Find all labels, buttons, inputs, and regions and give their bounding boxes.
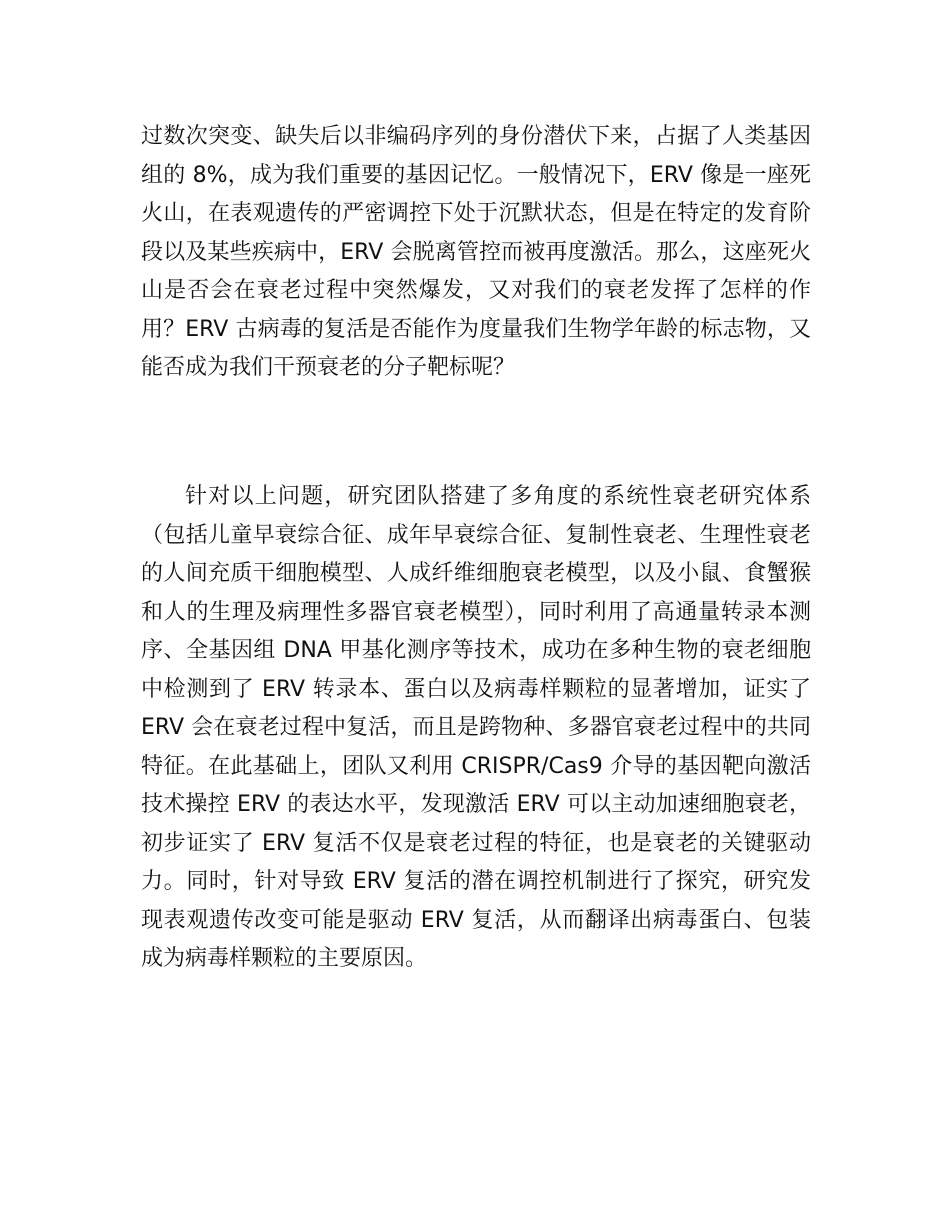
paragraph-erv-intro: 过数次突变、缺失后以非编码序列的身份潜伏下来，占据了人类基因组的 8%，成为我们重要的基因记忆。一般情况下，ERV 像是一座死火山，在表观遗传的严密调控下处于沉默状态，但是在特定的发育阶段以及某些疾病中，ERV 会脱离管控而被再度激活。那么，这座死火山是否会在衰老过程中突然爆发，又对我们的衰老发挥了怎样的作用？ERV 古病毒的复活是否能作为度量我们生物学年龄的标志物，又能否成为我们干预衰老的分子靶标呢？ <box>141 124 811 380</box>
paragraph-research-system: 针对以上问题，研究团队搭建了多角度的系统性衰老研究体系（包括儿童早衰综合征、成年早衰综合征、复制性衰老、生理性衰老的人间充质干细胞模型、人成纤维细胞衰老模型，以及小鼠、食蟹猴和人的生理及病理性多器官衰老模型），同时利用了高通量转录本测序、全基因组 DNA 甲基化测序等技术，成功在多种生物的衰老细胞中检测到了 ERV 转录本、蛋白以及病毒样颗粒的显著增加，证实了 ERV 会在衰老过程中复活，而且是跨物种、多器官衰老过程中的共同特征。在此基础上，团队又利用 CRISPR/Cas9 介导的基因靶向激活技术操控 ERV 的表达水平，发现激活 ERV 可以主动加速细胞衰老，初步证实了 ERV 复活不仅是衰老过程的特征，也是衰老的关键驱动力。同时，针对导致 ERV 复活的潜在调控机制进行了探究，研究发现表观遗传改变可能是驱动 ERV 复活，从而翻译出病毒蛋白、包装成为病毒样颗粒的主要原因。 <box>141 484 811 971</box>
